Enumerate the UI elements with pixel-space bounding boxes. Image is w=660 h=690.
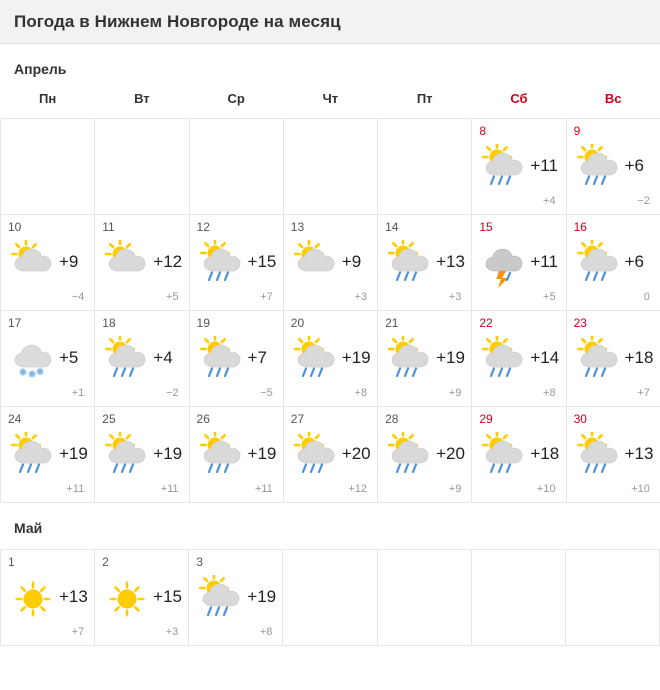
day-number: 10: [8, 220, 22, 234]
months-container: [0, 44, 660, 646]
calendar-day-cell[interactable]: [189, 215, 283, 311]
rain-sun-icon: [105, 336, 151, 380]
calendar-day-cell[interactable]: [189, 550, 283, 646]
day-number: 8: [479, 124, 487, 138]
calendar-day-cell[interactable]: [189, 311, 283, 407]
day-number: 17: [8, 316, 22, 330]
night-temperature: 0: [643, 291, 650, 303]
day-temperature: +19: [153, 444, 183, 463]
day-temperature: +19: [436, 348, 465, 367]
calendar-day-cell[interactable]: [1, 550, 95, 646]
rain-sun-icon: [482, 144, 528, 188]
weekday-header-ср: Ср: [227, 91, 245, 106]
night-temperature: +1: [71, 387, 85, 399]
calendar-day-cell[interactable]: [189, 407, 283, 503]
weekday-header-вс: Вс: [604, 91, 622, 106]
day-temperature: +11: [530, 156, 558, 175]
day-forecast: [378, 429, 471, 479]
night-temperature: −5: [260, 387, 273, 399]
night-temperature: +10: [536, 483, 556, 495]
day-temperature: +20: [341, 444, 371, 463]
day-temperature: +9: [341, 252, 362, 271]
day-temperature: +6: [624, 156, 644, 175]
rain-sun-icon: [11, 432, 57, 476]
night-temperature: +7: [637, 387, 650, 399]
rain-sun-icon: [388, 336, 434, 380]
weekday-header-чт: Чт: [322, 91, 339, 106]
sun-cloud-icon: [11, 240, 57, 284]
day-forecast: [567, 429, 660, 479]
night-temperature: +3: [354, 291, 368, 303]
page-title: Погода в Нижнем Новгороде на месяц: [14, 11, 341, 31]
day-forecast: [95, 429, 188, 479]
day-temperature: +19: [341, 348, 371, 367]
calendar-table: [0, 90, 660, 503]
day-number: 29: [479, 412, 493, 426]
day-forecast: [472, 237, 565, 287]
calendar-day-cell[interactable]: [566, 311, 660, 407]
day-number: 25: [102, 412, 116, 426]
day-temperature: +20: [436, 444, 465, 463]
calendar-table: [0, 549, 660, 646]
day-temperature: +5: [59, 348, 79, 367]
calendar-cell-empty: [283, 550, 377, 646]
day-forecast: [284, 237, 377, 287]
day-number: 18: [102, 316, 116, 330]
day-forecast: [190, 333, 283, 383]
day-number: 27: [290, 412, 305, 426]
rain-sun-icon: [482, 432, 528, 476]
rain-sun-icon: [577, 240, 623, 284]
sun-icon: [11, 575, 57, 619]
night-temperature: +12: [348, 483, 368, 495]
night-temperature: +11: [254, 483, 273, 495]
rain-sun-icon: [294, 336, 340, 380]
calendar-cell-empty: [377, 550, 471, 646]
day-temperature: +4: [153, 348, 173, 367]
rain-sun-icon: [200, 240, 246, 284]
calendar-day-cell[interactable]: [1, 407, 95, 503]
calendar-week-row: [1, 550, 660, 646]
day-number: 24: [8, 412, 22, 426]
rain-sun-icon: [388, 240, 434, 284]
calendar-week-row: [1, 119, 660, 215]
day-forecast: [378, 237, 471, 287]
calendar-week-row: [1, 311, 660, 407]
calendar-day-cell[interactable]: [95, 407, 189, 503]
month-label: Апрель: [14, 61, 67, 77]
day-temperature: +12: [153, 252, 183, 271]
day-temperature: +6: [624, 252, 644, 271]
calendar-cell-empty: [471, 550, 565, 646]
calendar-day-cell[interactable]: [95, 311, 189, 407]
night-temperature: +8: [354, 387, 368, 399]
snow-cloud-icon: [11, 336, 57, 380]
day-forecast: [190, 237, 283, 287]
rain-sun-icon: [577, 336, 623, 380]
day-temperature: +15: [153, 587, 182, 606]
calendar-day-cell[interactable]: [472, 215, 566, 311]
day-forecast: [378, 333, 471, 383]
sun-cloud-icon: [294, 240, 340, 284]
calendar-cell-empty: [95, 119, 189, 215]
rain-sun-icon: [577, 144, 623, 188]
day-forecast: [1, 429, 94, 479]
month-label: Май: [14, 520, 43, 536]
day-forecast: [190, 429, 283, 479]
calendar-day-cell[interactable]: [472, 407, 566, 503]
rain-sun-icon: [105, 432, 151, 476]
day-forecast: [284, 333, 377, 383]
calendar-day-cell[interactable]: [566, 407, 660, 503]
calendar-cell-empty: [378, 119, 472, 215]
calendar-day-cell[interactable]: [378, 311, 472, 407]
day-temperature: +18: [624, 348, 654, 367]
thunder-icon: [482, 240, 528, 284]
night-temperature: −4: [71, 291, 85, 303]
calendar-cell-empty: [283, 119, 377, 215]
day-number: 30: [573, 412, 587, 426]
night-temperature: +10: [631, 483, 650, 495]
calendar-day-cell[interactable]: [378, 215, 472, 311]
day-number: 26: [196, 412, 210, 426]
calendar-day-cell[interactable]: [283, 311, 377, 407]
day-number: 20: [290, 316, 305, 330]
day-forecast: [95, 333, 188, 383]
day-number: 23: [573, 316, 587, 330]
night-temperature: +8: [259, 626, 273, 638]
day-number: 15: [479, 220, 493, 234]
day-temperature: +13: [624, 444, 654, 463]
day-temperature: +19: [247, 587, 277, 606]
night-temperature: +5: [165, 291, 179, 303]
calendar-week-row: [1, 215, 660, 311]
day-forecast: [1, 237, 94, 287]
sun-icon: [105, 575, 151, 619]
calendar-day-cell[interactable]: [378, 407, 472, 503]
rain-sun-icon: [199, 575, 245, 619]
day-temperature: +18: [530, 444, 560, 463]
day-number: 19: [196, 316, 210, 330]
night-temperature: +4: [543, 195, 556, 207]
day-number: 22: [479, 316, 493, 330]
day-temperature: +13: [59, 587, 88, 606]
calendar-week-row: [1, 407, 660, 503]
night-temperature: +5: [543, 291, 556, 303]
night-temperature: +7: [260, 291, 273, 303]
weekday-header-сб: Сб: [510, 91, 528, 106]
day-forecast: [284, 429, 377, 479]
day-number: 9: [573, 124, 581, 138]
calendar-cell-empty: [1, 119, 95, 215]
day-forecast: [472, 429, 565, 479]
calendar-day-cell[interactable]: [1, 215, 95, 311]
day-forecast: [1, 572, 94, 622]
sun-cloud-icon: [105, 240, 151, 284]
calendar-day-cell[interactable]: [1, 311, 95, 407]
night-temperature: +3: [165, 626, 179, 638]
night-temperature: +9: [448, 483, 462, 495]
day-temperature: +7: [247, 348, 267, 367]
calendar-day-cell[interactable]: [566, 215, 660, 311]
day-forecast: [95, 237, 188, 287]
day-number: 13: [290, 220, 305, 234]
day-temperature: +14: [530, 348, 560, 367]
day-number: 21: [385, 316, 399, 330]
day-forecast: [472, 333, 565, 383]
day-number: 16: [573, 220, 587, 234]
day-temperature: +13: [436, 252, 465, 271]
day-temperature: +9: [59, 252, 79, 271]
night-temperature: +9: [448, 387, 462, 399]
rain-sun-icon: [294, 432, 340, 476]
night-temperature: +11: [160, 483, 179, 495]
day-number: 28: [385, 412, 399, 426]
night-temperature: +8: [543, 387, 556, 399]
calendar-day-cell[interactable]: [95, 215, 189, 311]
rain-sun-icon: [200, 336, 246, 380]
rain-sun-icon: [388, 432, 434, 476]
day-forecast: [567, 141, 660, 191]
rain-sun-icon: [577, 432, 623, 476]
calendar-day-cell[interactable]: [566, 119, 660, 215]
day-number: 1: [8, 555, 15, 569]
day-number: 2: [102, 555, 109, 569]
day-forecast: [567, 333, 660, 383]
day-forecast: [1, 333, 94, 383]
rain-sun-icon: [200, 432, 246, 476]
calendar-day-cell[interactable]: [472, 119, 566, 215]
calendar-day-cell[interactable]: [283, 407, 377, 503]
day-number: 12: [196, 220, 210, 234]
weekday-header-пт: Пт: [416, 91, 433, 106]
day-temperature: +19: [59, 444, 88, 463]
night-temperature: −2: [637, 195, 650, 207]
calendar-cell-empty: [189, 119, 283, 215]
day-number: 14: [385, 220, 399, 234]
day-number: 3: [196, 555, 203, 569]
day-forecast: [567, 237, 660, 287]
day-temperature: +19: [247, 444, 277, 463]
night-temperature: −2: [165, 387, 179, 399]
day-temperature: +15: [247, 252, 277, 271]
day-number: 11: [102, 220, 115, 234]
calendar-cell-empty: [565, 550, 659, 646]
day-temperature: +11: [530, 252, 558, 271]
calendar-day-cell[interactable]: [283, 215, 377, 311]
page-header: [0, 0, 660, 44]
night-temperature: +11: [66, 483, 85, 495]
night-temperature: +7: [71, 626, 85, 638]
weekday-header-пн: Пн: [39, 91, 57, 106]
day-forecast: [95, 572, 188, 622]
day-forecast: [472, 141, 565, 191]
rain-sun-icon: [482, 336, 528, 380]
night-temperature: +3: [448, 291, 462, 303]
calendar-day-cell[interactable]: [95, 550, 189, 646]
weekday-header-вт: Вт: [134, 91, 150, 106]
day-forecast: [189, 572, 282, 622]
calendar-day-cell[interactable]: [472, 311, 566, 407]
